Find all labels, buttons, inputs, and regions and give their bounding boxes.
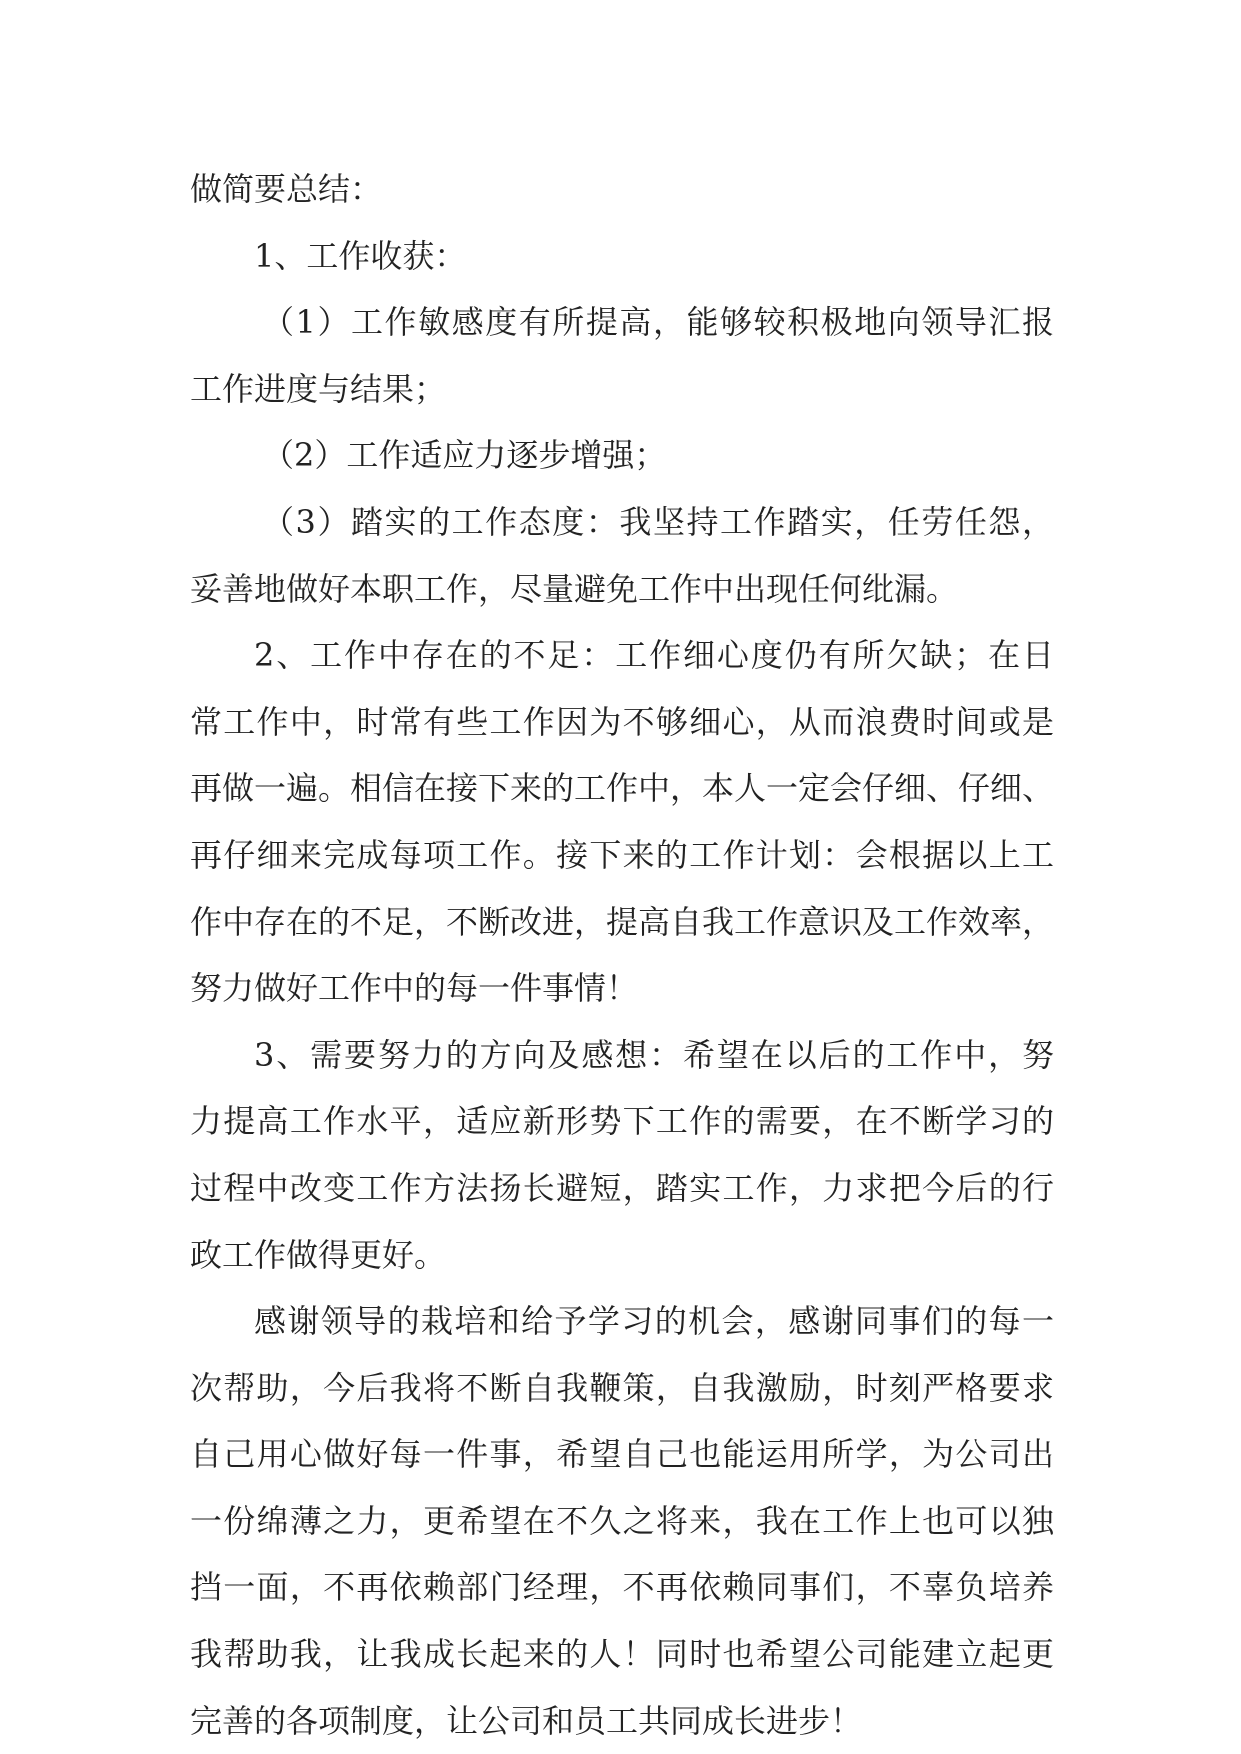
text-line: 自己用心做好每一件事，希望自己也能运用所学，为公司出: [190, 1435, 1054, 1474]
text-line: 做简要总结：: [190, 170, 383, 208]
text-line: 妥善地做好本职工作，尽量避免工作中出现任何纰漏。: [190, 569, 959, 608]
text-line: 我帮助我，让我成长起来的人！同时也希望公司能建立起更: [190, 1635, 1054, 1674]
section-heading: 1、工作收获：: [254, 236, 467, 275]
text-line: 完善的各项制度，让公司和员工共同成长进步！: [190, 1701, 863, 1740]
text-line: 再做一遍。相信在接下来的工作中，本人一定会仔细、仔细、: [190, 769, 1055, 808]
document-body: [190, 156, 1054, 1754]
text-line: （3）踏实的工作态度：我坚持工作踏实，任劳任怨，: [262, 502, 1054, 541]
text-line: 作中存在的不足，不断改进，提高自我工作意识及工作效率，: [190, 902, 1055, 941]
text-line: 一份绵薄之力，更希望在不久之将来，我在工作上也可以独: [190, 1501, 1054, 1540]
text-line: 力提高工作水平，适应新形势下工作的需要，在不断学习的: [190, 1102, 1054, 1141]
text-line: 感谢领导的栽培和给予学习的机会，感谢同事们的每一: [254, 1302, 1054, 1341]
text-line: 政工作做得更好。: [190, 1235, 447, 1274]
text-line: 常工作中，时常有些工作因为不够细心，从而浪费时间或是: [190, 702, 1054, 741]
text-line: 过程中改变工作方法扬长避短，踏实工作，力求把今后的行: [190, 1168, 1054, 1207]
text-line: 3、需要努力的方向及感想：希望在以后的工作中，努: [254, 1035, 1054, 1074]
text-line: 再仔细来完成每项工作。接下来的工作计划：会根据以上工: [190, 835, 1054, 874]
text-line: （2）工作适应力逐步增强；: [262, 436, 667, 475]
text-line: （1）工作敏感度有所提高，能够较积极地向领导汇报: [262, 303, 1054, 342]
text-line: 努力做好工作中的每一件事情！: [190, 969, 639, 1008]
text-line: 2、工作中存在的不足：工作细心度仍有所欠缺；在日: [254, 636, 1054, 675]
text-line: 工作进度与结果；: [190, 369, 447, 408]
text-line: 挡一面，不再依赖部门经理，不再依赖同事们，不辜负培养: [190, 1568, 1054, 1607]
text-line: 次帮助，今后我将不断自我鞭策，自我激励，时刻严格要求: [190, 1368, 1054, 1407]
